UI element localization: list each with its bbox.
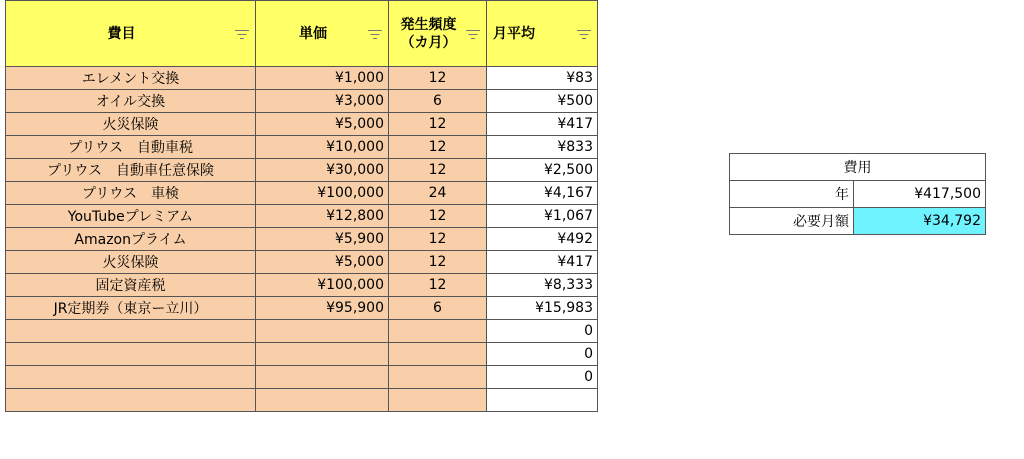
item-name-cell[interactable]: 固定資産税 <box>6 274 256 297</box>
frequency-cell[interactable]: 12 <box>389 274 487 297</box>
frequency-cell[interactable]: 12 <box>389 205 487 228</box>
table-row <box>6 320 598 343</box>
table-row <box>6 389 598 412</box>
monthly-average-cell[interactable]: ¥2,500 <box>487 159 598 182</box>
item-name-cell[interactable]: エレメント交換 <box>6 67 256 90</box>
frequency-cell[interactable]: 12 <box>389 228 487 251</box>
item-name-cell[interactable]: プリウス 自動車税 <box>6 136 256 159</box>
item-name-cell[interactable]: 火災保険 <box>6 251 256 274</box>
header-cell-monthly-average[interactable] <box>487 1 598 67</box>
unit-price-cell[interactable]: ¥5,000 <box>256 113 389 136</box>
table-row <box>6 297 598 320</box>
header-label: 発生頻度（カ月） <box>400 16 457 51</box>
frequency-cell[interactable]: 6 <box>389 90 487 113</box>
header-label: 月平均 <box>493 25 535 42</box>
monthly-average-cell[interactable]: ¥1,067 <box>487 205 598 228</box>
table-row <box>6 159 598 182</box>
year-label[interactable]: 年 <box>730 181 854 208</box>
item-name-cell[interactable] <box>6 389 256 412</box>
header-cell-item[interactable] <box>6 1 256 67</box>
summary-year-row <box>730 181 986 208</box>
table-row <box>6 136 598 159</box>
monthly-average-cell[interactable]: ¥492 <box>487 228 598 251</box>
table-row <box>6 205 598 228</box>
table-row <box>6 113 598 136</box>
unit-price-cell[interactable] <box>256 343 389 366</box>
monthly-average-cell[interactable]: ¥833 <box>487 136 598 159</box>
filter-icon[interactable] <box>466 29 480 39</box>
unit-price-cell[interactable]: ¥10,000 <box>256 136 389 159</box>
unit-price-cell[interactable] <box>256 389 389 412</box>
table-row <box>6 251 598 274</box>
table-row <box>6 228 598 251</box>
unit-price-cell[interactable] <box>256 320 389 343</box>
frequency-cell[interactable] <box>389 343 487 366</box>
item-name-cell[interactable] <box>6 343 256 366</box>
unit-price-cell[interactable]: ¥95,900 <box>256 297 389 320</box>
header-cell-price[interactable] <box>256 1 389 67</box>
monthly-average-cell[interactable]: 0 <box>487 320 598 343</box>
filter-icon[interactable] <box>235 29 249 39</box>
frequency-cell[interactable] <box>389 366 487 389</box>
unit-price-cell[interactable]: ¥3,000 <box>256 90 389 113</box>
unit-price-cell[interactable] <box>256 366 389 389</box>
frequency-cell[interactable]: 24 <box>389 182 487 205</box>
frequency-cell[interactable] <box>389 320 487 343</box>
summary-title[interactable]: 費用 <box>730 154 986 181</box>
monthly-average-cell[interactable]: ¥83 <box>487 67 598 90</box>
unit-price-cell[interactable]: ¥100,000 <box>256 182 389 205</box>
header-label: 単価 <box>299 25 327 42</box>
summary-title-row <box>730 154 986 181</box>
table-row <box>6 274 598 297</box>
item-name-cell[interactable] <box>6 366 256 389</box>
monthly-average-cell[interactable]: ¥15,983 <box>487 297 598 320</box>
item-name-cell[interactable]: プリウス 車検 <box>6 182 256 205</box>
monthly-value[interactable]: ¥34,792 <box>854 208 986 235</box>
monthly-label[interactable]: 必要月額 <box>730 208 854 235</box>
item-name-cell[interactable]: 火災保険 <box>6 113 256 136</box>
table-row <box>6 67 598 90</box>
unit-price-cell[interactable]: ¥100,000 <box>256 274 389 297</box>
table-row <box>6 90 598 113</box>
frequency-cell[interactable]: 12 <box>389 159 487 182</box>
unit-price-cell[interactable]: ¥5,000 <box>256 251 389 274</box>
monthly-average-cell[interactable]: ¥417 <box>487 251 598 274</box>
unit-price-cell[interactable]: ¥12,800 <box>256 205 389 228</box>
frequency-cell[interactable]: 6 <box>389 297 487 320</box>
expense-table <box>5 0 598 412</box>
frequency-cell[interactable]: 12 <box>389 136 487 159</box>
table-row <box>6 366 598 389</box>
filter-icon[interactable] <box>577 29 591 39</box>
monthly-average-cell[interactable]: ¥4,167 <box>487 182 598 205</box>
item-name-cell[interactable]: Amazonプライム <box>6 228 256 251</box>
monthly-average-cell[interactable]: 0 <box>487 366 598 389</box>
unit-price-cell[interactable]: ¥1,000 <box>256 67 389 90</box>
frequency-cell[interactable]: 12 <box>389 113 487 136</box>
filter-icon[interactable] <box>368 29 382 39</box>
table-row <box>6 343 598 366</box>
item-name-cell[interactable] <box>6 320 256 343</box>
header-cell-frequency[interactable] <box>389 1 487 67</box>
frequency-cell[interactable]: 12 <box>389 251 487 274</box>
item-name-cell[interactable]: プリウス 自動車任意保険 <box>6 159 256 182</box>
monthly-average-cell[interactable]: 0 <box>487 343 598 366</box>
monthly-average-cell[interactable]: ¥8,333 <box>487 274 598 297</box>
monthly-average-cell[interactable] <box>487 389 598 412</box>
year-value[interactable]: ¥417,500 <box>854 181 986 208</box>
expense-rows <box>6 67 598 412</box>
monthly-average-cell[interactable]: ¥417 <box>487 113 598 136</box>
frequency-cell[interactable] <box>389 389 487 412</box>
unit-price-cell[interactable]: ¥30,000 <box>256 159 389 182</box>
item-name-cell[interactable]: オイル交換 <box>6 90 256 113</box>
summary-monthly-row <box>730 208 986 235</box>
monthly-average-cell[interactable]: ¥500 <box>487 90 598 113</box>
item-name-cell[interactable]: JR定期券（東京ー立川） <box>6 297 256 320</box>
summary-table <box>729 153 986 235</box>
unit-price-cell[interactable]: ¥5,900 <box>256 228 389 251</box>
frequency-cell[interactable]: 12 <box>389 67 487 90</box>
header-label: 費目 <box>107 25 136 42</box>
item-name-cell[interactable]: YouTubeプレミアム <box>6 205 256 228</box>
table-row <box>6 182 598 205</box>
header-row <box>6 1 598 67</box>
